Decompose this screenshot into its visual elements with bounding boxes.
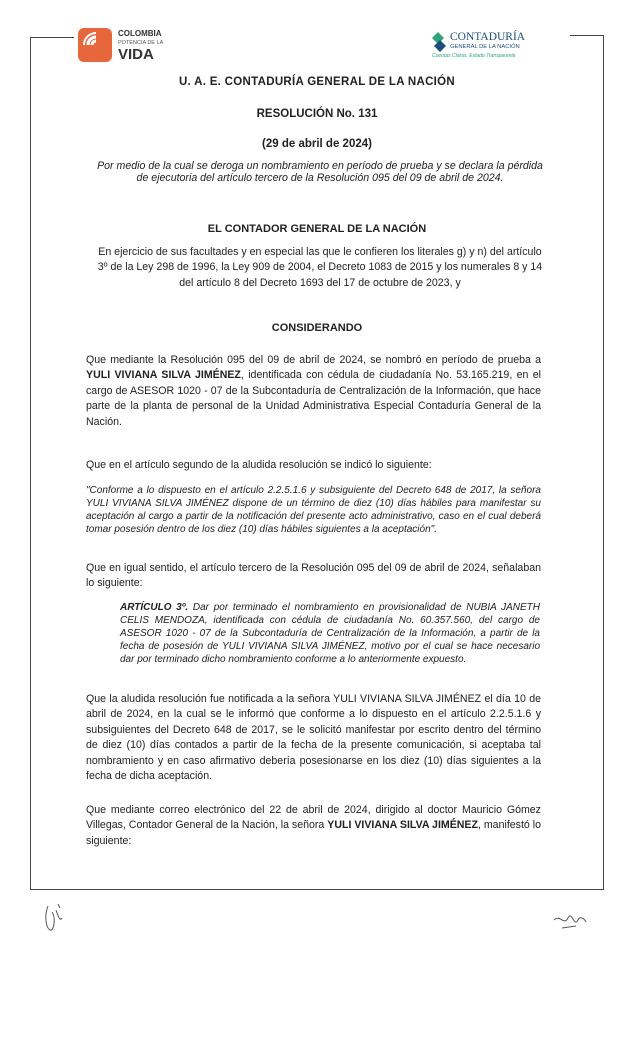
p7-text-c: , manifestó lo siguiente: <box>86 819 541 847</box>
article-3-text: Dar por terminado el nombramiento en provisionalidad de NUBIA JANETH CELIS MENDOZA, identificada con cédula de ciudadanía No. 60.357.560, del cargo de ASESOR 1020 - 07 de la Subcontaduría de Centralización de la Información, a partir de la fecha de posesión de YULI VIVIANA SILVA JIMÉNEZ, motivo por el cual se hace necesario dar por terminado dicho nombramiento conforme a lo anteriormente expuesto. <box>120 602 541 665</box>
frame-line <box>30 889 604 890</box>
frame-line <box>603 35 604 890</box>
paragraph-4: Que en igual sentido, el artículo tercero de la Resolución 095 del 09 de abril de 2024, señalaban lo siguiente: <box>86 562 541 590</box>
logo-left-line3: VIDA <box>118 46 154 63</box>
p1-name: YULI VIVIANA SILVA JIMÉNEZ <box>86 369 241 382</box>
resolution-date: (29 de abril de 2024) <box>262 138 372 150</box>
p7-text-a: Que mediante correo electrónico del 22 de abril de 2024 <box>86 804 368 816</box>
authority-heading: EL CONTADOR GENERAL DE LA NACIÓN <box>207 223 427 235</box>
p1-text-a: Que mediante la Resolución 095 del 09 de abril de 2024, se nombró en período de prueba a <box>86 354 541 366</box>
frame-line <box>570 35 604 36</box>
paragraph-2: Que en el artículo segundo de la aludida resolución se indicó lo siguiente: <box>86 459 432 471</box>
resolution-number: RESOLUCIÓN No. 131 <box>256 108 378 120</box>
initials-signature-left <box>40 898 70 938</box>
paragraph-7 <box>86 803 541 849</box>
frame-line <box>30 37 74 38</box>
p6-text-c: , en la cual se le informó que conforme a lo dispuesto en el artículo 2.2.5.1.6 y subsiguientes del Decreto 648 de 2017, se le solicitó manifestar por escrito dentro del término de diez (10) días contados a partir de la fecha de la presente comunicación, si aceptaba tal nombramiento y en caso afirmativo debería posesionarse en los diez (10) días siguientes a la fecha de dicha aceptación. <box>86 708 541 783</box>
logo-right-line3: Cuentas Claras, Estado Transparente <box>432 53 516 59</box>
quote-article-2: "Conforme a lo dispuesto en el artículo 2.2.5.1.6 y subsiguiente del Decreto 648 de 2017, la señora YULI VIVIANA SILVA JIMÉNEZ dispone de un término de diez (10) días hábiles para manifestar su aceptación al cargo a partir de la notificación del presente acto administrativo, caso en el cual deberá tomar posesión dentro de los diez (10) días hábiles siguientes a la aceptación". <box>86 485 541 535</box>
entity-title: U. A. E. CONTADURÍA GENERAL DE LA NACIÓN <box>178 76 456 88</box>
p6-text-b: JIMÉNEZ el día 10 de abril de 2024 <box>86 693 541 721</box>
p1-text-b: , identificada con cédula de ciudadanía No. 53.165.219, en el cargo de ASESOR 1020 - 07 de la Subcontaduría de Centralización de la Información, que hace parte de la planta de personal de la Unidad Administrativa Especial Contaduría General de la Nación. <box>86 369 541 428</box>
initials-signature-right <box>552 906 588 934</box>
logo-right-line2: GENERAL DE LA NACIÓN <box>450 44 520 50</box>
paragraph-1 <box>86 353 541 430</box>
contaduria-logo <box>430 28 550 62</box>
quote-article-3 <box>120 601 540 666</box>
logo-left-line1: COLOMBIA <box>118 29 162 38</box>
p7-name: YULI VIVIANA SILVA JIMÉNEZ <box>327 819 478 832</box>
paragraph-6 <box>86 692 541 784</box>
p6-text-a: Que la aludida resolución fue notificada a la señora YULI VIVIANA SILVA <box>86 693 436 705</box>
logo-right-line1: CONTADURÍA <box>450 31 526 43</box>
considering-heading: CONSIDERANDO <box>271 322 363 334</box>
resolution-summary: Por medio de la cual se deroga un nombramiento en período de prueba y se declara la pérdida de ejecutoria del artículo tercero de la Resolución 095 del 09 de abril de 2024. <box>97 160 543 184</box>
frame-line <box>30 37 31 890</box>
logo-left-line2: POTENCIA DE LA <box>118 40 164 46</box>
colombia-potencia-vida-logo <box>78 26 198 64</box>
p7-text-b: , dirigido al doctor Mauricio Gómez Villegas, Contador General de la Nación, la señora <box>86 804 541 832</box>
article-3-label: ARTÍCULO 3º. <box>120 602 189 613</box>
powers-paragraph: En ejercicio de sus facultades y en especial las que le confieren los literales g) y n) del artículo 3º de la Ley 298 de 1996, la Ley 909 de 2004, el Decreto 1083 de 2015 y los numerales 8 y 14 del artículo 8 del Decreto 1693 del 17 de octubre de 2023, y <box>97 246 543 289</box>
